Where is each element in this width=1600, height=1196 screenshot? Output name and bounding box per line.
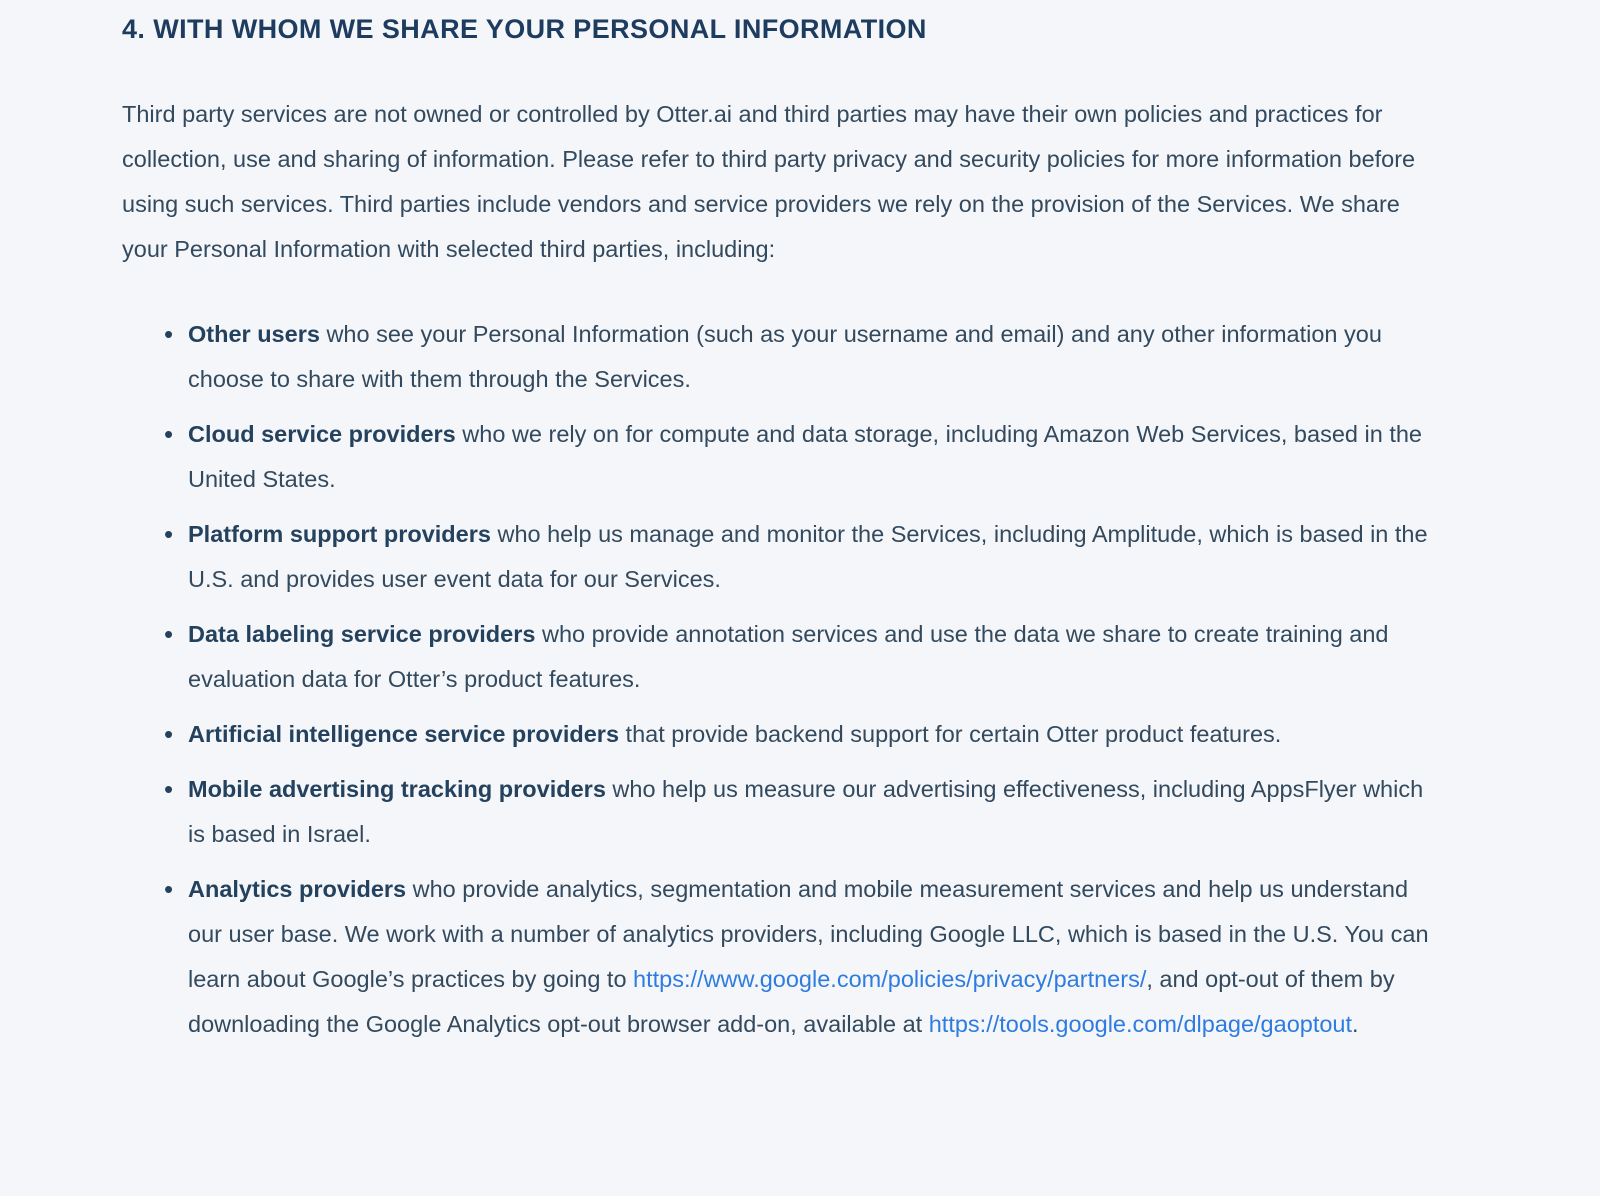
list-item xyxy=(188,412,1432,502)
list-item-text: who provide analytics, segmentation and mobile measurement services and help us understand our user base. We work with a number of analytics providers, including Google LLC, which is based in the U.S. You can learn about Google’s practices by going to xyxy=(188,876,1429,992)
list-item xyxy=(188,612,1432,702)
third-party-list xyxy=(122,312,1432,1047)
list-item xyxy=(188,312,1432,402)
list-item-text: who help us manage and monitor the Services, including Amplitude, which is based in the U.S. and provides user event data for our Services. xyxy=(188,521,1428,592)
list-item-text: who provide annotation services and use the data we share to create training and evaluation data for Otter’s product features. xyxy=(188,621,1389,692)
list-item xyxy=(188,767,1432,857)
list-item-lead: Platform support providers xyxy=(188,521,491,547)
list-item-lead: Cloud service providers xyxy=(188,421,456,447)
list-item-text: , and opt-out of them by downloading the Google Analytics opt-out browser add-on, available at xyxy=(188,966,1395,1037)
section-heading: 4. WITH WHOM WE SHARE YOUR PERSONAL INFORMATION xyxy=(122,14,927,44)
list-item-lead: Mobile advertising tracking providers xyxy=(188,776,606,802)
list-item xyxy=(188,867,1432,1047)
list-item xyxy=(188,712,1432,757)
policy-link[interactable]: https://www.google.com/policies/privacy/partners/ xyxy=(633,966,1147,992)
intro-paragraph: Third party services are not owned or controlled by Otter.ai and third parties may have their own policies and practices for collection, use and sharing of information. Please refer to third party privacy and security policies for more information before using such services. Third parties include vendors and service providers we rely on the provision of the Services. We share your Personal Information with selected third parties, including: xyxy=(122,101,1416,262)
list-item-text: . xyxy=(1352,1011,1359,1037)
list-item-lead: Other users xyxy=(188,321,320,347)
policy-link[interactable]: https://tools.google.com/dlpage/gaoptout xyxy=(928,1011,1353,1037)
list-item-lead: Data labeling service providers xyxy=(188,621,536,647)
list-item-text: who help us measure our advertising effectiveness, including AppsFlyer which is based in Israel. xyxy=(188,776,1424,847)
list-item-text: who we rely on for compute and data storage, including Amazon Web Services, based in the United States. xyxy=(188,421,1422,492)
list-item-lead: Artificial intelligence service providers xyxy=(188,721,620,747)
list-item xyxy=(188,512,1432,602)
list-item-text: who see your Personal Information (such as your username and email) and any other information you choose to share with them through the Services. xyxy=(188,321,1382,392)
privacy-policy-section xyxy=(122,0,1432,1047)
list-item-lead: Analytics providers xyxy=(188,876,407,902)
list-item-text: that provide backend support for certain Otter product features. xyxy=(619,721,1282,747)
